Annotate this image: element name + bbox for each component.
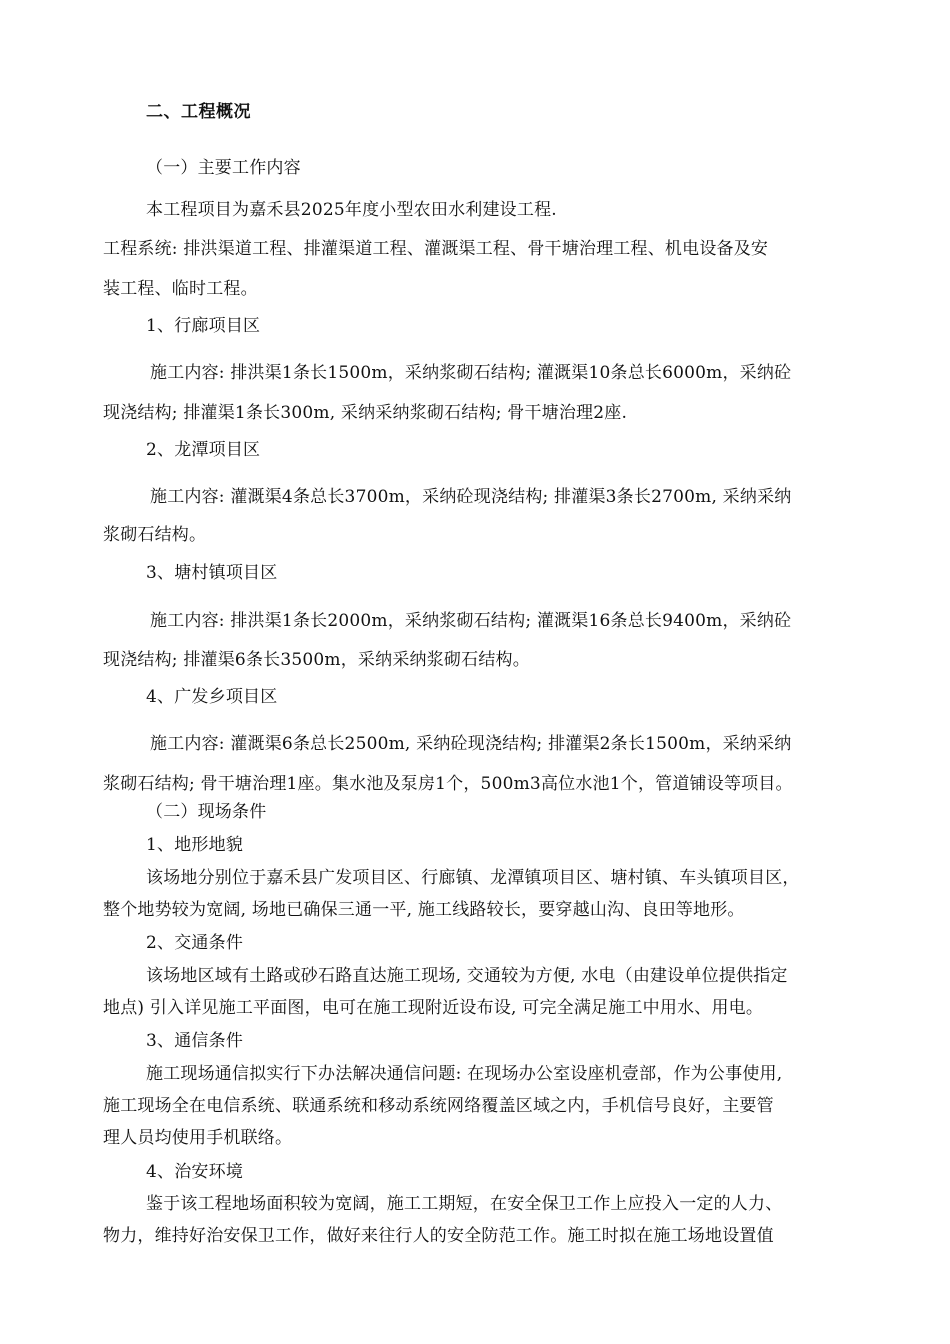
condition-title-2: 2、交通条件 (146, 933, 244, 953)
condition-1-line-2: 整个地势较为宽阔, 场地已确保三通一平, 施工线路较长，要穿越山沟、良田等地形。 (103, 900, 745, 920)
condition-3-line-1: 施工现场通信拟实行下办法解决通信问题: 在现场办公室设座机壹部，作为公事使用, (146, 1064, 783, 1084)
area-title-4: 4、广发乡项目区 (146, 687, 278, 707)
condition-4-line-2: 物力，维持好治安保卫工作，做好来往行人的安全防范工作。施工时拟在施工场地设置值 (103, 1226, 774, 1246)
condition-title-3: 3、通信条件 (146, 1031, 244, 1051)
area-3-line-1: 施工内容: 排洪渠1条长2000m，采纳浆砌石结构; 灌溉渠16条总长9400m，采纳砼 (150, 611, 792, 631)
area-title-3: 3、塘村镇项目区 (146, 563, 278, 583)
area-2-line-2: 浆砌石结构。 (103, 525, 207, 545)
condition-4-line-1: 鉴于该工程地场面积较为宽阔，施工工期短，在安全保卫工作上应投入一定的人力、 (146, 1194, 783, 1214)
section-title: 二、工程概况 (146, 102, 251, 122)
subsection-title-1: （一）主要工作内容 (146, 158, 301, 178)
intro-paragraph: 本工程项目为嘉禾县2025年度小型农田水利建设工程. (146, 200, 557, 220)
area-3-line-2: 现浇结构; 排灌渠6条长3500m，采纳采纳浆砌石结构。 (103, 650, 530, 670)
area-4-line-1: 施工内容: 灌溉渠6条总长2500m, 采纳砼现浇结构; 排灌渠2条长1500m，采纳采纳 (150, 734, 792, 754)
condition-2-line-1: 该场地区域有土路或砂石路直达施工现场, 交通较为方便, 水电（由建设单位提供指定 (146, 966, 788, 986)
condition-3-line-3: 理人员均使用手机联络。 (103, 1128, 293, 1148)
condition-2-line-2: 地点) 引入详见施工平面图，电可在施工现附近设布设, 可完全满足施工中用水、用电。 (103, 998, 764, 1018)
area-title-2: 2、龙潭项目区 (146, 440, 261, 460)
area-4-line-2: 浆砌石结构; 骨干塘治理1座。集水池及泵房1个，500m3高位水池1个，管道铺设等项目。 (103, 774, 793, 794)
area-title-1: 1、行廊项目区 (146, 316, 261, 336)
system-line-2: 装工程、临时工程。 (103, 279, 258, 299)
condition-title-4: 4、治安环境 (146, 1162, 244, 1182)
area-1-line-1: 施工内容: 排洪渠1条长1500m，采纳浆砌石结构; 灌溉渠10条总长6000m，采纳砼 (150, 363, 792, 383)
condition-1-line-1: 该场地分别位于嘉禾县广发项目区、行廊镇、龙潭镇项目区、塘村镇、车头镇项目区， (146, 868, 800, 888)
system-line-1: 工程系统: 排洪渠道工程、排灌渠道工程、灌溉渠工程、骨干塘治理工程、机电设备及安 (103, 239, 769, 259)
condition-title-1: 1、地形地貌 (146, 835, 244, 855)
subsection-title-2: （二）现场条件 (146, 802, 267, 822)
area-2-line-1: 施工内容: 灌溉渠4条总长3700m，采纳砼现浇结构; 排灌渠3条长2700m, 采纳采纳 (150, 487, 792, 507)
area-1-line-2: 现浇结构; 排灌渠1条长300m, 采纳采纳浆砌石结构; 骨干塘治理2座. (103, 403, 628, 423)
condition-3-line-2: 施工现场全在电信系统、联通系统和移动系统网络覆盖区域之内，手机信号良好，主要管 (103, 1096, 774, 1116)
